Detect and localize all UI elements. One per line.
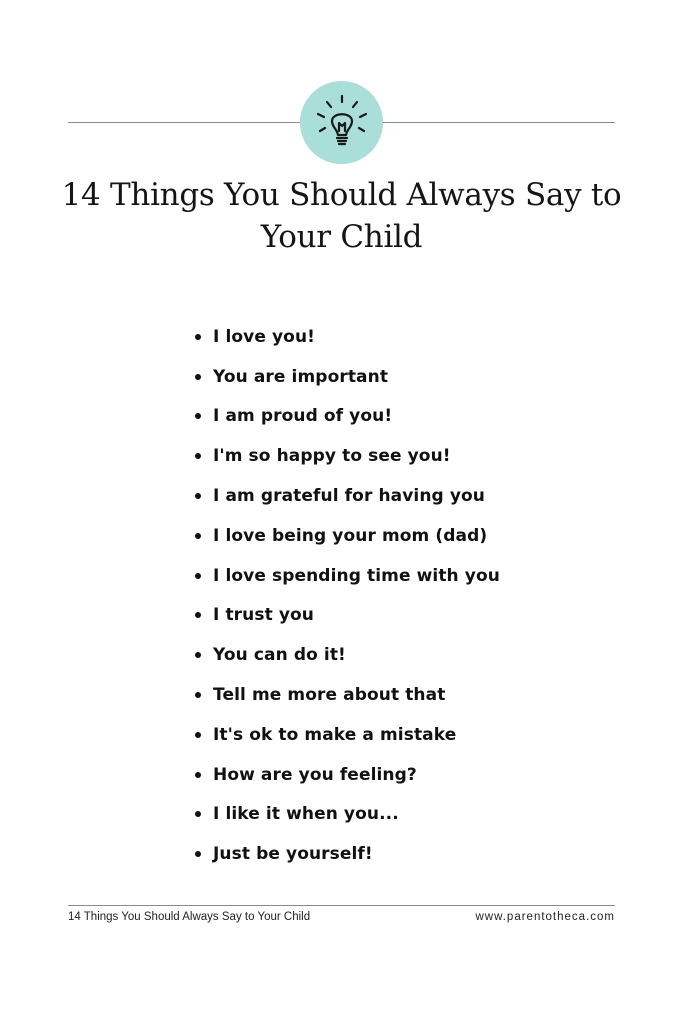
list-item-text: I am proud of you! (213, 406, 393, 427)
list-item (195, 317, 500, 357)
footer-website-link[interactable]: www.parentotheca.com (475, 911, 615, 923)
bullet-icon (195, 453, 201, 459)
header-divider-right (383, 122, 615, 123)
phrases-list (195, 317, 500, 874)
list-item (195, 795, 500, 835)
list-item (195, 834, 500, 874)
list-item-text: I trust you (213, 605, 314, 626)
list-item-text: I love spending time with you (213, 565, 500, 586)
bullet-icon (195, 851, 201, 857)
bullet-icon (195, 612, 201, 618)
list-item-text: I'm so happy to see you! (213, 446, 451, 467)
list-item-text: Just be yourself! (213, 844, 373, 865)
bullet-icon (195, 652, 201, 658)
list-item-text: Tell me more about that (213, 685, 446, 706)
list-item (195, 476, 500, 516)
bullet-icon (195, 772, 201, 778)
list-item (195, 675, 500, 715)
bullet-icon (195, 334, 201, 340)
bullet-icon (195, 811, 201, 817)
list-item (195, 357, 500, 397)
bullet-icon (195, 732, 201, 738)
list-item-text: I love being your mom (dad) (213, 525, 488, 546)
list-item (195, 635, 500, 675)
list-item (195, 516, 500, 556)
list-item (195, 397, 500, 437)
bullet-icon (195, 413, 201, 419)
header-divider-left (68, 122, 300, 123)
list-item-text: It's ok to make a mistake (213, 724, 457, 745)
list-item (195, 436, 500, 476)
bullet-icon (195, 493, 201, 499)
list-item (195, 556, 500, 596)
bullet-icon (195, 374, 201, 380)
list-item-text: I am grateful for having you (213, 486, 485, 507)
footer-divider (68, 905, 615, 906)
list-item (195, 596, 500, 636)
lightbulb-icon (310, 91, 374, 155)
bullet-icon (195, 573, 201, 579)
lightbulb-badge (300, 81, 383, 164)
page-title: 14 Things You Should Always Say to Your Child (61, 177, 622, 255)
list-item (195, 755, 500, 795)
bullet-icon (195, 692, 201, 698)
list-item-text: You can do it! (213, 645, 346, 666)
list-item-text: How are you feeling? (213, 764, 417, 785)
footer-title: 14 Things You Should Always Say to Your Child (68, 911, 311, 923)
bullet-icon (195, 533, 201, 539)
list-item-text: I love you! (213, 326, 315, 347)
list-item-text: I like it when you... (213, 804, 399, 825)
list-item (195, 715, 500, 755)
list-item-text: You are important (213, 366, 389, 387)
